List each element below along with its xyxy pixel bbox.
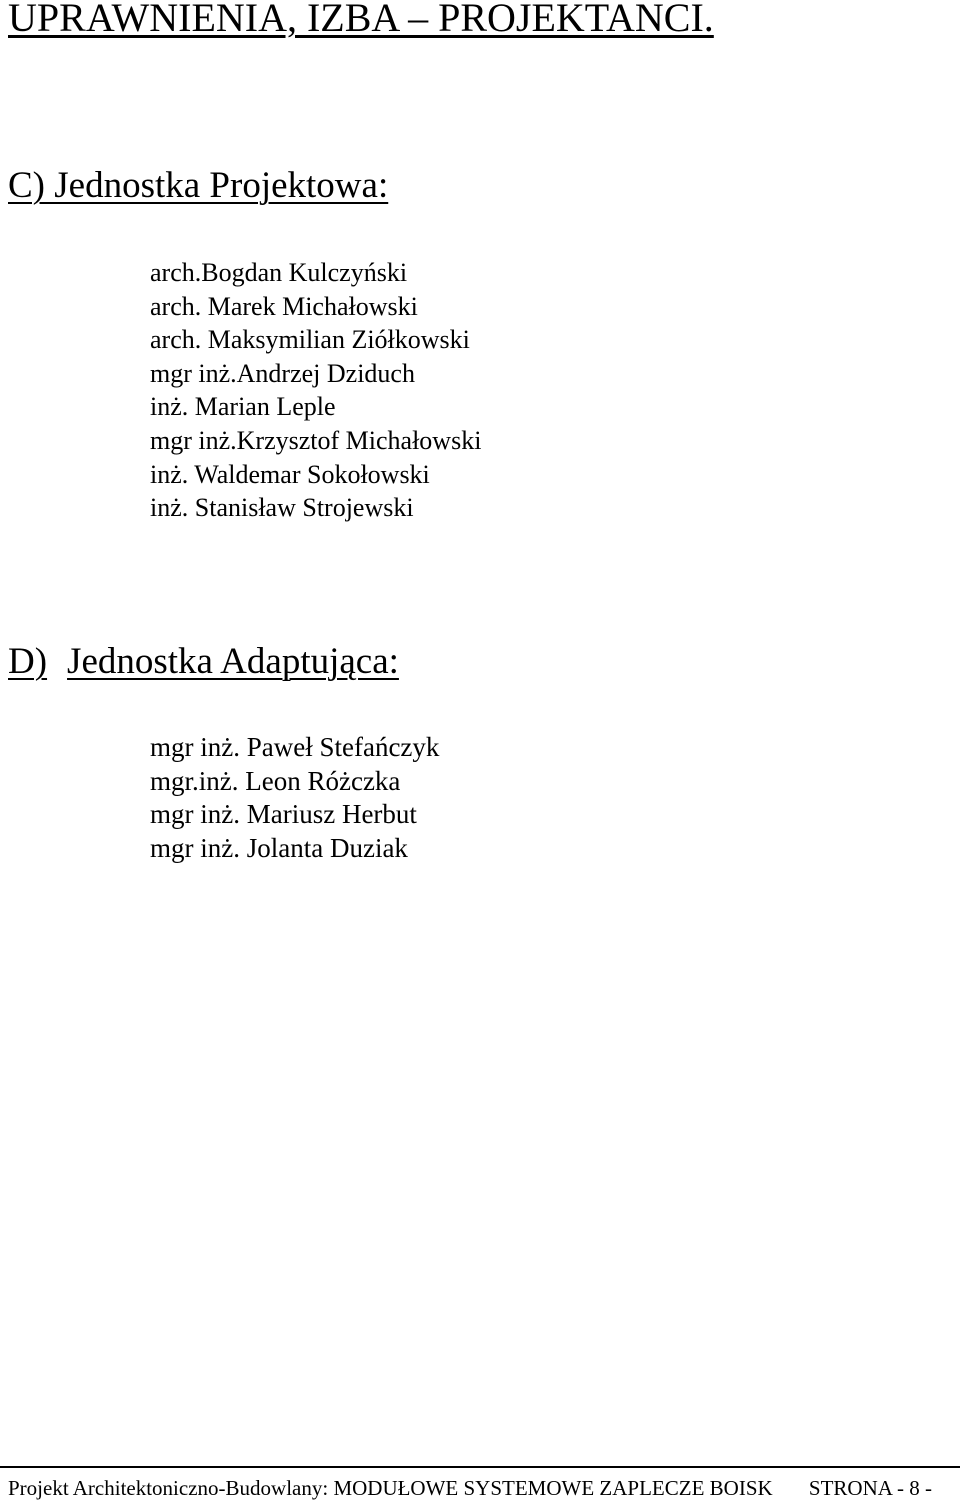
page-heading: UPRAWNIENIA, IZBA – PROJEKTANCI. bbox=[8, 0, 714, 40]
list-item: inż. Waldemar Sokołowski bbox=[150, 459, 430, 489]
list-item: mgr inż.Andrzej Dziduch bbox=[150, 358, 415, 388]
list-item: inż. Stanisław Strojewski bbox=[150, 493, 414, 523]
footer-divider bbox=[0, 1466, 960, 1468]
section-d-letter: D) bbox=[8, 641, 48, 682]
list-item: inż. Marian Leple bbox=[150, 392, 336, 422]
section-c-title: C) Jednostka Projektowa: bbox=[8, 165, 389, 206]
page-footer bbox=[8, 1475, 932, 1501]
list-item: arch. Maksymilian Ziółkowski bbox=[150, 325, 470, 355]
footer-project-title: Projekt Architektoniczno-Budowlany: MODUŁOWE SYSTEMOWE ZAPLECZE BOISK bbox=[8, 1476, 773, 1500]
list-item: mgr inż. Paweł Stefańczyk bbox=[150, 732, 440, 762]
section-d-member-list bbox=[150, 731, 439, 866]
list-item: arch. Marek Michałowski bbox=[150, 291, 418, 321]
footer-page-number: STRONA - 8 - bbox=[808, 1476, 932, 1500]
list-item: arch.Bogdan Kulczyński bbox=[150, 258, 408, 287]
list-item: mgr inż. Mariusz Herbut bbox=[150, 799, 417, 830]
section-d-title-text: Jednostka Adaptująca: bbox=[67, 641, 399, 682]
list-item: mgr inż. Jolanta Duziak bbox=[150, 833, 408, 864]
section-d-title bbox=[8, 640, 399, 684]
list-item: mgr inż.Krzysztof Michałowski bbox=[150, 425, 482, 455]
section-c-member-list bbox=[150, 256, 481, 525]
list-item: mgr.inż. Leon Różczka bbox=[150, 765, 401, 796]
